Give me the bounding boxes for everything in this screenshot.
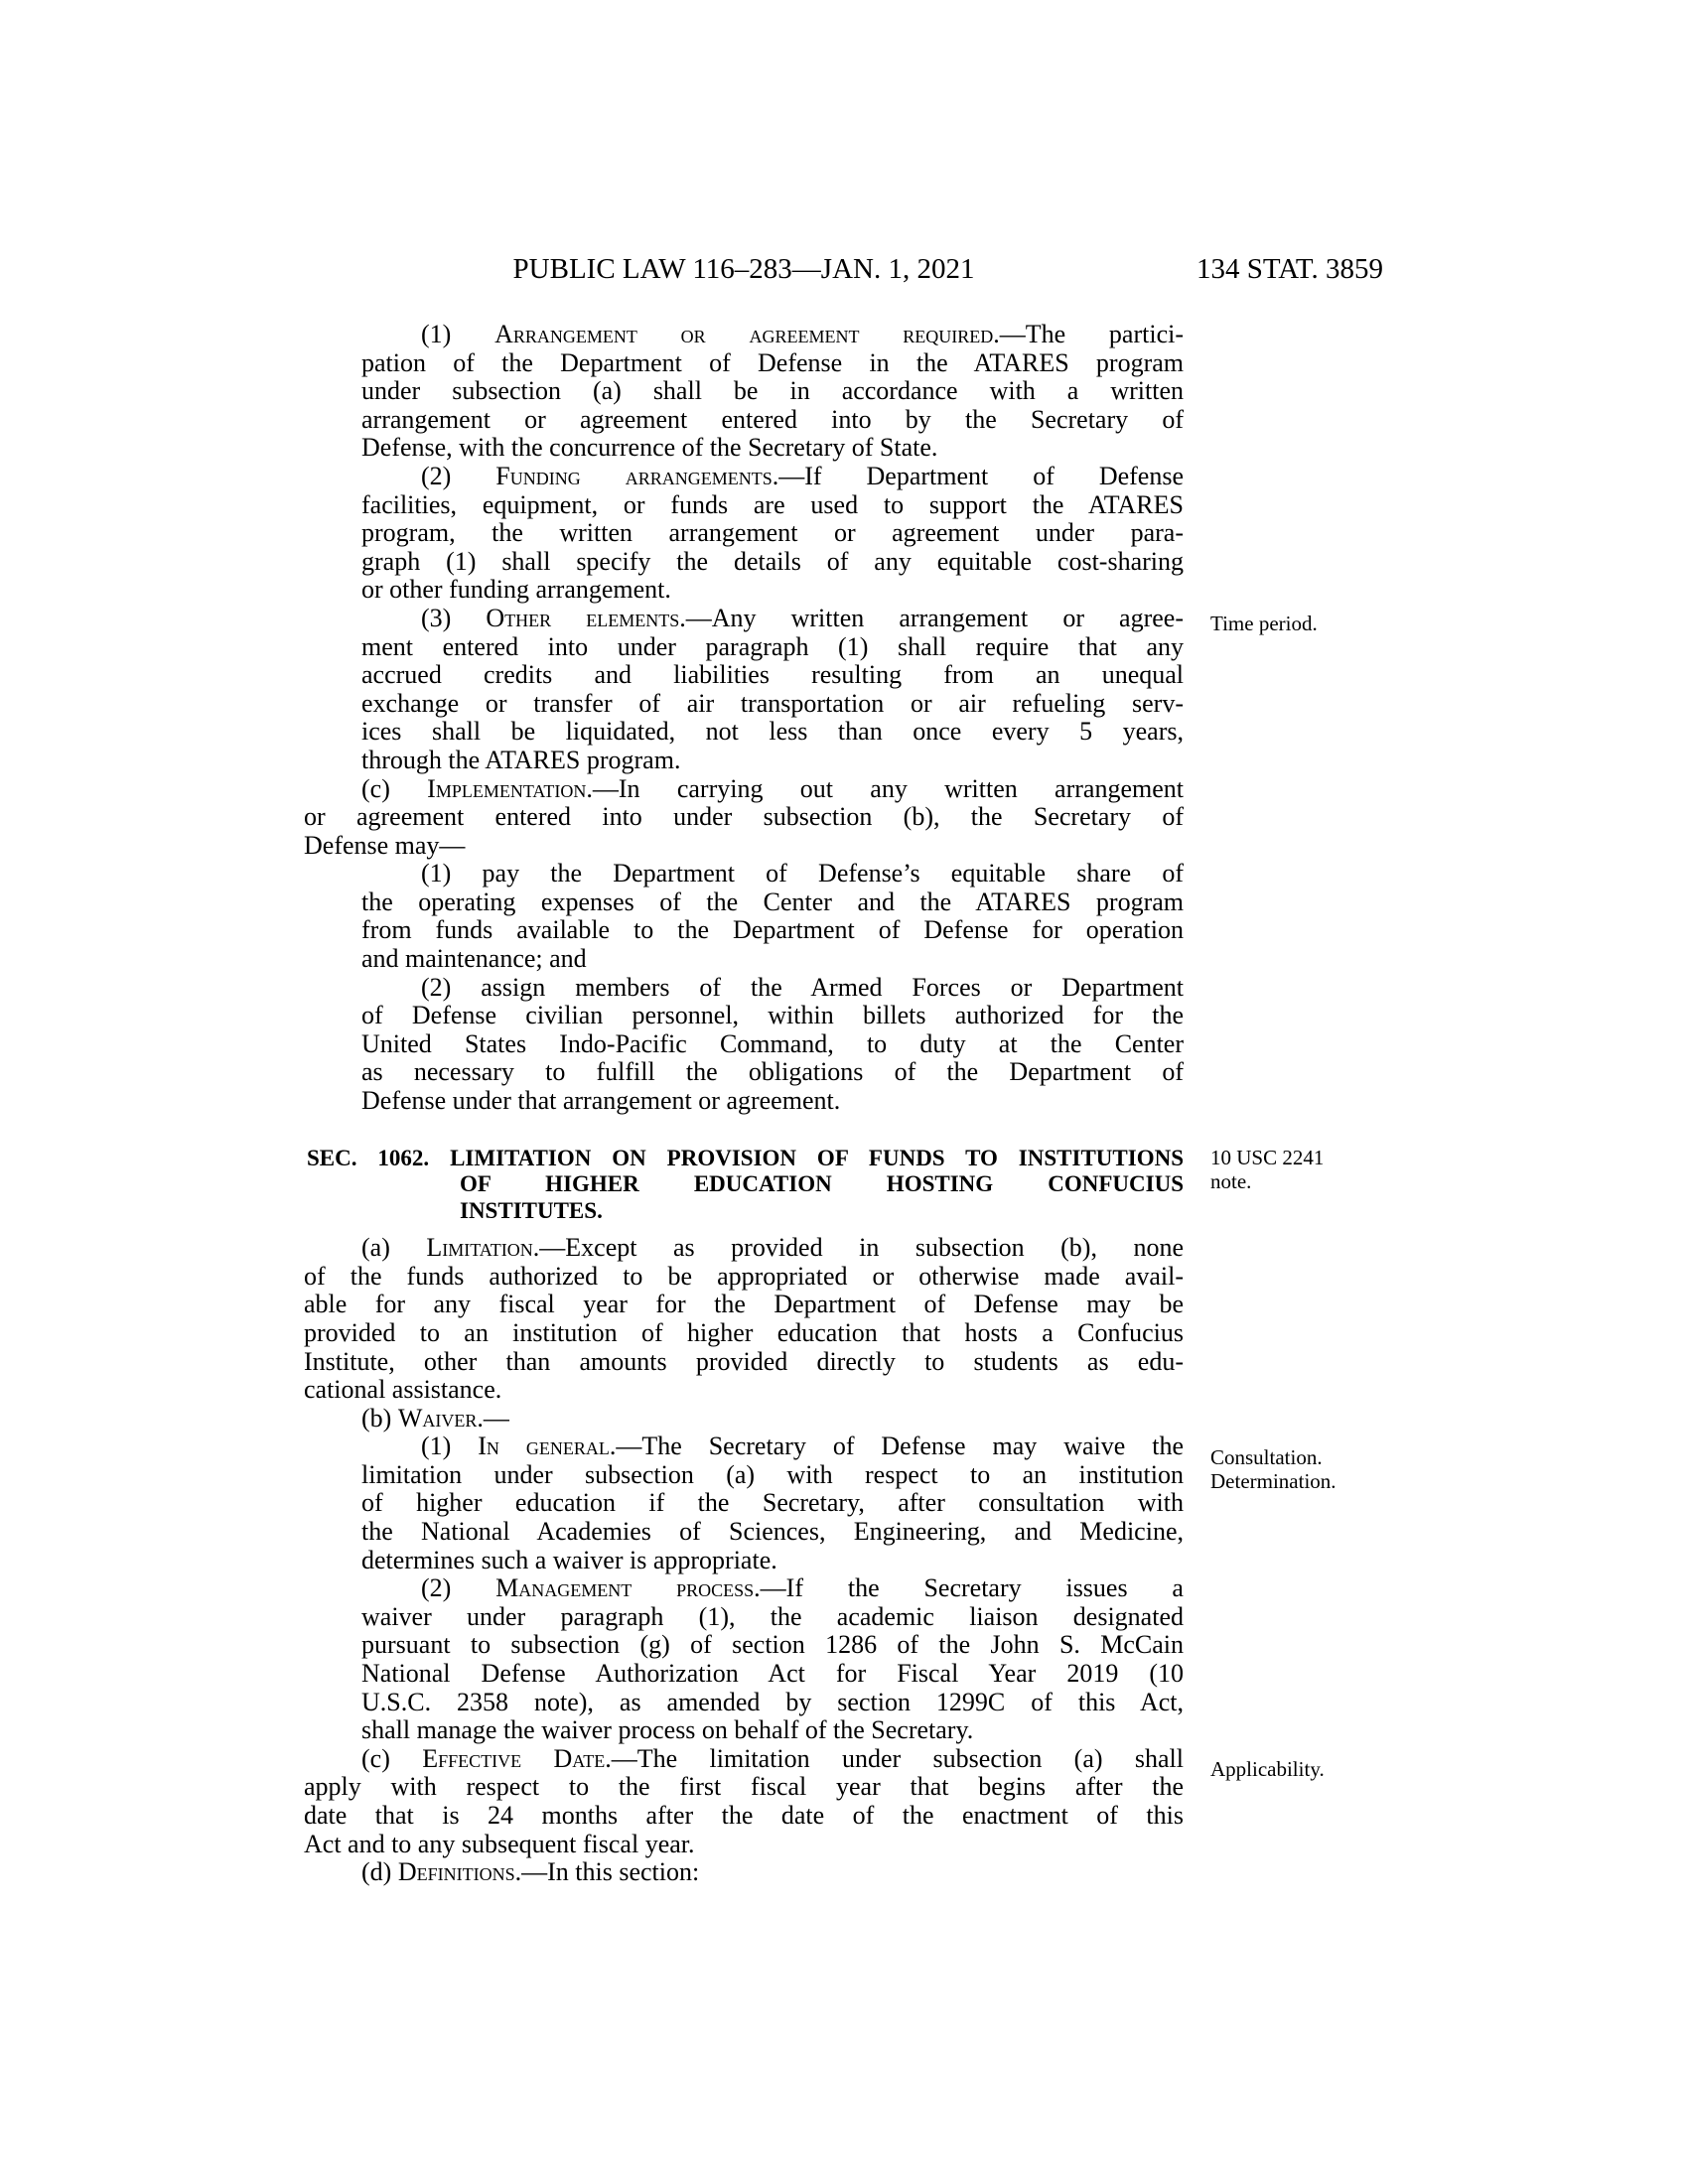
small-caps-text: Limitation — [426, 1233, 533, 1263]
body-text: Institute, other than amounts provided directly to students as edu- — [304, 1346, 1184, 1376]
body-text: .—The Secretary of Defense may waive the — [609, 1432, 1184, 1461]
body-text: Defense may— — [304, 830, 466, 860]
text-line — [304, 1087, 1184, 1116]
body-text: the National Academies of Sciences, Engineering, and Medicine, — [361, 1517, 1184, 1547]
margin-note-line: Applicability. — [1210, 1757, 1325, 1781]
text-line — [304, 406, 1184, 435]
body-text: National Defense Authorization Act for Fiscal Year 2019 (10 — [361, 1659, 1184, 1689]
body-text: .—Any written arrangement or agree- — [679, 603, 1184, 632]
margin-note-line: Determination. — [1210, 1468, 1336, 1493]
body-text: apply with respect to the first fiscal year that begins after the — [304, 1772, 1184, 1802]
text-line — [304, 1802, 1184, 1831]
text-line — [304, 661, 1184, 690]
body-text: (3) — [421, 603, 487, 632]
text-line — [304, 1002, 1184, 1030]
small-caps-text: Waiver — [397, 1403, 478, 1433]
small-caps-text: In general — [478, 1432, 610, 1461]
text-line — [304, 377, 1184, 406]
body-text: (d) — [361, 1857, 398, 1887]
body-text: (1) pay the Department of Defense’s equitable share of — [421, 859, 1184, 888]
margin-note-line: Time period. — [1210, 612, 1318, 635]
body-text: Defense under that arrangement or agreement. — [361, 1086, 841, 1116]
body-text: waiver under paragraph (1), the academic liaison designated — [361, 1601, 1184, 1631]
text-line — [304, 1574, 1184, 1603]
body-text: facilities, equipment, or funds are used to support the ATARES — [361, 489, 1184, 519]
text-line — [304, 463, 1184, 491]
text-line — [304, 1518, 1184, 1547]
body-text: from funds available to the Department of Defense for operation — [361, 915, 1184, 945]
body-text: (c) — [361, 1743, 423, 1773]
body-text: under subsection (a) shall be in accordance with a written — [361, 376, 1184, 406]
body-text: through the ATARES program. — [361, 745, 681, 774]
body-text: (2) — [421, 1573, 496, 1603]
header-stat-number: 134 STAT. 3859 — [1196, 253, 1383, 285]
text-line — [304, 1547, 1184, 1575]
text-line — [304, 576, 1184, 605]
body-text: limitation under subsection (a) with respect to an institution — [361, 1459, 1184, 1489]
body-text: United States Indo-Pacific Command, to duty at the Center — [361, 1028, 1184, 1058]
text-line — [304, 888, 1184, 917]
text-line — [304, 945, 1184, 974]
text-line — [304, 718, 1184, 747]
body-text: (2) — [421, 461, 496, 490]
text-line — [304, 1603, 1184, 1632]
text-line — [304, 1689, 1184, 1717]
body-text: OF HIGHER EDUCATION HOSTING CONFUCIUS — [460, 1171, 1184, 1197]
body-text: .—If the Secretary issues a — [754, 1573, 1184, 1603]
text-line — [304, 1858, 1184, 1887]
text-line — [304, 548, 1184, 577]
body-text: pation of the Department of Defense in the ATARES program — [361, 347, 1184, 377]
text-line — [304, 1461, 1184, 1490]
text-line — [304, 1319, 1184, 1348]
text-line — [304, 1376, 1184, 1405]
body-text: INSTITUTES. — [460, 1197, 603, 1223]
text-line — [304, 519, 1184, 548]
text-line — [304, 747, 1184, 775]
section-heading-line — [304, 1146, 1184, 1172]
text-line — [304, 775, 1184, 804]
body-text: able for any fiscal year for the Department of Defense may be — [304, 1290, 1184, 1319]
text-line — [304, 1831, 1184, 1859]
body-text: of Defense civilian personnel, within billets authorized for the — [361, 1001, 1184, 1030]
body-text: accrued credits and liabilities resulting from an unequal — [361, 660, 1184, 690]
small-caps-text: Other elements — [486, 603, 680, 632]
small-caps-text: Effective Date — [422, 1743, 606, 1773]
text-line — [304, 605, 1184, 633]
text-line — [304, 1234, 1184, 1263]
body-text: (c) — [361, 773, 428, 803]
text-line — [304, 860, 1184, 888]
body-text: Defense, with the concurrence of the Secretary of State. — [361, 433, 938, 463]
document-body — [304, 321, 1184, 1887]
text-line — [304, 321, 1184, 349]
text-line — [304, 1405, 1184, 1433]
body-text: cational assistance. — [304, 1375, 502, 1405]
body-text: or other funding arrangement. — [361, 575, 671, 605]
text-line — [304, 1773, 1184, 1802]
text-line — [304, 434, 1184, 463]
text-line — [304, 803, 1184, 832]
body-text: .— — [477, 1403, 509, 1433]
text-line — [304, 832, 1184, 861]
text-line — [304, 1291, 1184, 1319]
body-text: .—In this section: — [514, 1857, 700, 1887]
body-text: the operating expenses of the Center and the ATARES program — [361, 887, 1184, 916]
margin-note-time-period — [1210, 613, 1508, 636]
body-text: pursuant to subsection (g) of section 1286 of the John S. McCain — [361, 1630, 1184, 1660]
margin-note-consultation-determination — [1210, 1446, 1508, 1493]
body-text: or agreement entered into under subsection (b), the Secretary of — [304, 802, 1184, 832]
body-text: determines such a waiver is appropriate. — [361, 1545, 777, 1574]
spacer — [304, 1116, 1184, 1146]
body-text: (1) — [421, 320, 495, 348]
body-text: (a) — [361, 1233, 427, 1263]
small-caps-text: Arrangement or agreement required — [494, 320, 994, 348]
body-text: provided to an institution of higher education that hosts a Confucius — [304, 1317, 1184, 1347]
body-text: date that is 24 months after the date of the enactment of this — [304, 1801, 1184, 1830]
body-text: exchange or transfer of air transportation or air refueling serv- — [361, 688, 1184, 718]
body-text: shall manage the waiver process on behalf of the Secretary. — [361, 1715, 974, 1745]
text-line — [304, 1489, 1184, 1518]
body-text: (b) — [361, 1403, 398, 1433]
margin-note-usc-citation — [1210, 1147, 1508, 1193]
body-text: .—In carrying out any written arrangement — [586, 773, 1184, 803]
body-text: .—If Department of Defense — [772, 461, 1185, 490]
text-line — [304, 1433, 1184, 1461]
header-law-title: PUBLIC LAW 116–283—JAN. 1, 2021 — [512, 253, 975, 285]
body-text: (2) assign members of the Armed Forces or Department — [421, 972, 1184, 1002]
text-line — [304, 916, 1184, 945]
body-text: U.S.C. 2358 note), as amended by section 1299C of this Act, — [361, 1687, 1184, 1716]
section-heading-line — [304, 1171, 1184, 1198]
text-line — [304, 1745, 1184, 1774]
small-caps-text: Management process — [495, 1573, 755, 1603]
body-text: Act and to any subsequent fiscal year. — [304, 1829, 695, 1858]
small-caps-text: Implementation — [427, 773, 587, 803]
margin-note-line: note. — [1210, 1168, 1252, 1193]
text-line — [304, 1660, 1184, 1689]
small-caps-text: Definitions — [397, 1857, 515, 1887]
body-text: and maintenance; and — [361, 944, 587, 974]
body-text: (1) — [421, 1432, 479, 1461]
body-text: arrangement or agreement entered into by the Secretary of — [361, 404, 1184, 434]
text-line — [304, 349, 1184, 378]
body-text: SEC. 1062. LIMITATION ON PROVISION OF FUNDS TO INSTITUTIONS — [307, 1145, 1184, 1170]
body-text: ices shall be liquidated, not less than once every 5 years, — [361, 717, 1184, 747]
body-text: .—Except as provided in subsection (b), none — [532, 1233, 1184, 1263]
text-line — [304, 1058, 1184, 1087]
text-line — [304, 690, 1184, 719]
body-text: as necessary to fulfill the obligations of the Department of — [361, 1057, 1184, 1087]
body-text: graph (1) shall specify the details of any equitable cost-sharing — [361, 546, 1184, 576]
text-line — [304, 974, 1184, 1003]
margin-note-line: Consultation. — [1210, 1445, 1323, 1469]
margin-note-applicability — [1210, 1758, 1508, 1782]
text-line — [304, 1030, 1184, 1059]
text-line — [304, 633, 1184, 662]
body-text: .—The partici- — [993, 320, 1184, 348]
body-text: .—The limitation under subsection (a) shall — [605, 1743, 1184, 1773]
body-text: of the funds authorized to be appropriated or otherwise made avail- — [304, 1261, 1184, 1291]
body-text: ment entered into under paragraph (1) shall require that any — [361, 631, 1184, 661]
text-line — [304, 491, 1184, 520]
small-caps-text: Funding arrangements — [495, 461, 773, 490]
section-heading-line — [304, 1198, 1184, 1225]
text-line — [304, 1631, 1184, 1660]
text-line — [304, 1716, 1184, 1745]
body-text: of higher education if the Secretary, after consultation with — [361, 1488, 1184, 1518]
body-text: program, the written arrangement or agreement under para- — [361, 518, 1184, 548]
text-line — [304, 1263, 1184, 1292]
text-line — [304, 1348, 1184, 1377]
margin-note-line: 10 USC 2241 — [1210, 1146, 1325, 1169]
